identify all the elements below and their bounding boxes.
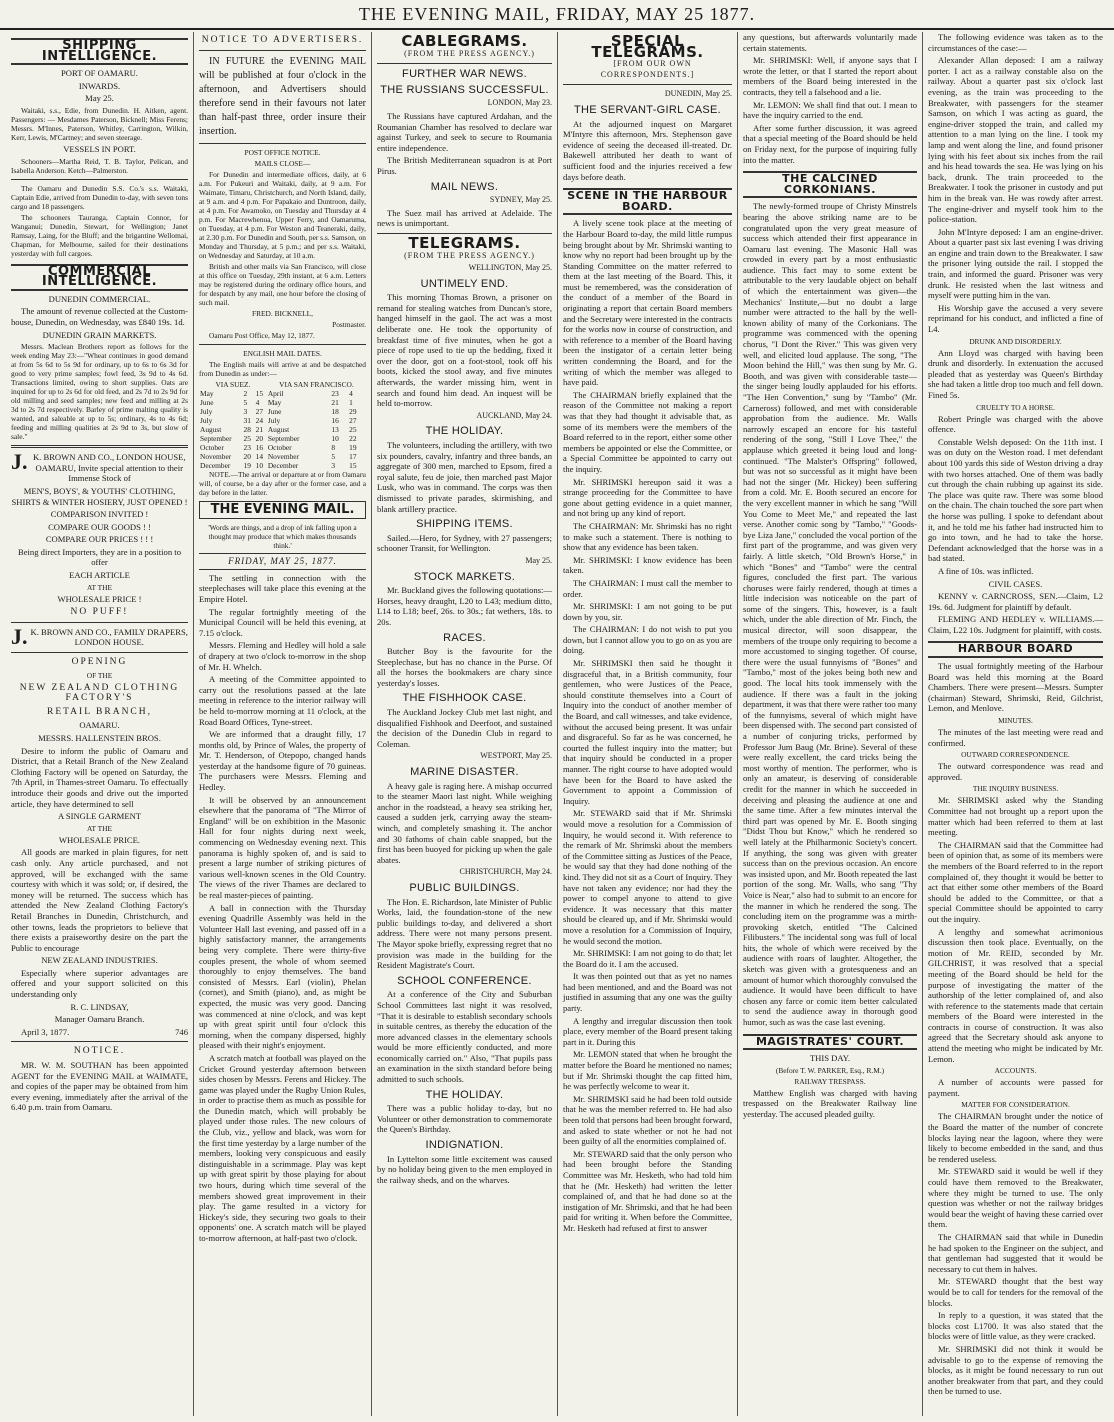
dunedin-date: DUNEDIN, May 25. [664, 89, 732, 99]
mail-cell: 20 [255, 433, 264, 443]
russians-heading: THE RUSSIANS SUCCESSFUL. [380, 83, 549, 96]
english-case: Matthew English was charged with having trespassed on the Breakwater Railway line yesterday. The accused pleaded guilty. [743, 1087, 917, 1119]
harbour-para: A lengthy and irregular discussion then took place, every member of the Board present taking part in it. During this [563, 1015, 732, 1047]
lindsay: R. C. LINDSAY, [70, 1001, 129, 1012]
corkonians-text: The newly-formed troupe of Christy Minstrels bearing the above striking name are to be congratulated upon the very great measure of success which attended their first appearance in Oamaru last evening. The Masonic Hall was crowded in every part by a most enthusiastic audience. This fact may to some extent be attributable to the very laudable object on behalf of which the entertainment was given—the Mechanics' Institute,—but no doubt a large number were attracted to the hall by the well-known ability of many of the Corkonians. The programme was commenced with the opening chorus, "I Dont the River." This was given very well, and elicited loud applause. The song, "The Moon behind the Hill," was then sung by Mr. G. Booth, and was given with considerable taste—the singer being loudly applauded for his efforts. "The Hen Convention," sung by "Tambo" (Mr. Carneross) followed, and met with considerable approbation from the audience. Mr. Walls narrowly escaped an encore for his tasteful rendering of the song, "Still I Love Thee," the applause which greeted it being loud and long-continued. "The Malster's Offspring" followed, but was not so successful as it might have been had not the singer (Mr. Hickey) been suffering from a cold. Mr. E. Booth secured an encore for the very excellent manner in which he sang "Will You Come to Meet Me," and repeated the last verse. Another comic song by "Tambo," "Goods-bye Liza Jane," concluded the vocal portion of the first part of the programme, and was given very fairly. A little sketch, "Old Brown's Horse," in which "Bones" and "Tambo" were the central figures, concluded the first part. The various choruses were fairly rendered, though at times a little indecision was noticeable on the part of some of the singers. This, however, is a fault which, under the able direction of Mr. Finch, the musical director, will soon disappear, the members of the troupe only requiring to become a more accustomed to singing together. Of course, there were the usual funnyisms of "Bones" and "Tambo," most of the jokes being both new and good. The local hits took immensely with the audience. If there was a fault in the joking department, it was that there were rather too many of the funnyisms, several of which might have been dispensed with. The second part consisted of a number of conjuring tricks, performed by Professor Jum Baug (Mr. Brine). Several of these were really excellent, the card tricks being the most worthy of mention. The performer, who is only an amateur, is deserving of considerable credit for the manner in which he succeeded in deceiving and pleasing the audience at one and the same time. After a few minutes interval the third part was opened by Mr. E. Booth singing "Didst Thou but Know," which he rendered so well lately at the Philharmonic Society's concert. If anything, the song was given with greater success than on the previous occasion. An encore was insisted upon, and Mr. Booth repeated the last portion of the song. Mr. Walls, who sang "Thy Voice is Near," also had to submit to an encore for the manner in which he rendered the song. The concluding item on the programme was a mirth-provoking sketch, entitled "The Calcined Filibusters." The incidental song was full of local hits, the whole of which were received by the audience with roars of laughter. Altogether, the sketch was given with a grotesqueness and an amount of humor which thoroughly convulsed the audience. It would have been difficult to have chosen any farce or comic item better calculated to send the audience away in thorough good humor, such as was the case last evening. [743, 201, 917, 1028]
civil-heading: CIVIL CASES. [988, 578, 1043, 589]
local-para: Messrs. Fleming and Hedley will hold a sale of drapery at two o'clock to-morrow in the shop of Mr. H. Whelch. [199, 640, 366, 672]
inquiry-heading: THE INQUIRY BUSINESS. [972, 784, 1059, 794]
mail-cell: 16 [255, 442, 264, 452]
mail-cell: July [200, 415, 213, 425]
vessels-text: Schooners—Martha Reid, T. B. Taylor, Pelican, and Isabella Anderson. Ketch—Palmerston. [11, 156, 188, 175]
mail-cell: 24 [255, 415, 264, 425]
court-para: The following evidence was taken as to the circumstances of the case:— [928, 32, 1103, 53]
mail-cell: 28 [243, 424, 251, 434]
magistrates-title: MAGISTRATES' COURT. [755, 1034, 905, 1048]
public-heading: PUBLIC BUILDINGS. [409, 881, 520, 894]
mail-cell: 13 [331, 424, 339, 434]
cruelty-heading: CRUELTY TO A HORSE. [976, 402, 1055, 412]
mail-cell: 29 [349, 406, 357, 416]
christchurch-date: CHRISTCHURCH, May 24. [459, 867, 552, 877]
mail-row [199, 452, 366, 461]
inquiry-para: The CHAIRMAN said that the Committee had been of opinion that, as some of its members were the members of the Board referred to in the report complained of, they thought it would be better to act that either some other members of the Board should be added to the Committee, or that a special Committee should be appointed to carry out the inquiry. [928, 839, 1103, 924]
local-para: A meeting of the Committee appointed to carry out the resolutions passed at the late meeting in reference to the interior railway will be held to-morrow morning at 11 o'clock, at the Road Board Offices, Tyne-street. [199, 674, 366, 727]
post-notice-title: POST OFFICE NOTICE. [244, 147, 321, 157]
squadron-text: The British Mediterranean squadron is at Port Pirus. [377, 155, 552, 176]
advertisers-text: IN FUTURE the EVENING MAIL will be published at four o'clock in the afternoon, and Advertisers should therefore send in their favours not later than half-past three, order insure their insertion. [199, 55, 366, 137]
divider [377, 63, 552, 64]
mail-cell: 25 [243, 433, 251, 443]
cruelty-para: Robert Pringle was charged with the above offence. [928, 413, 1103, 435]
issue-date: FRIDAY, MAY 25, 1877. [199, 553, 366, 570]
minutes-heading: MINUTES. [998, 716, 1033, 726]
civil-text: FLEMING AND HEDLEY v. WILLIAMS.—Claim, L22 10s. Judgment for plaintiff, with costs. [928, 614, 1103, 635]
of-the: OF THE [86, 670, 113, 680]
mail-row [199, 461, 366, 470]
corkonians-title: THE CALCINED CORKONIANS. [782, 172, 878, 196]
harbour-para: Mr. STEWARD said that if Mr. Shrimski would move a resolution for a Commission of Inquiry, he would second it. With reference to the remark of Mr. Shrimski about the members of the Committee sitting as Justices of the Peace, he would say that they had done nothing of the kind. They did not sit as a Court of Inquiry. They have not taken any evidence; nor had they the power to compel anyone to attend to give evidence. It was necessary that this matter should be cleared up, and if Mr. Shrimski would move a resolution for a Commission of Inquiry, he would second the motion. [563, 808, 732, 946]
marine-text: A heavy gale is raging here. A mishap occurred to the steamer Maori last night. While weighing anchor in the roadstead, a heavy sea striking her, caused a sudden jerk, carrying away the steam-winch, and completely smashing it. The anchor and 30 fathoms of chain cable snapped, but the first has been buoyed for picking up when the gale abates. [377, 780, 552, 865]
mail-cell: 15 [349, 460, 357, 470]
column-4 [558, 32, 738, 1416]
special-telegrams-source: [FROM OUR OWN CORRESPONDENTS.] [600, 59, 695, 79]
school-text: At a conference of the City and Suburban School Committees last night it was resolved, "That it is desirable to establish secondary schools in suitable centres, as thereby the education of the more advanced classes in the elementary schools would be more efficiently conducted, and more economically carried on." Also, "That pupils pass an examination in the sixth standard before being admitted to such schools. [377, 989, 552, 1085]
minutes-text: The minutes of the last meeting were read and confirmed. [928, 727, 1103, 748]
divider [11, 179, 188, 180]
mail-cell: 31 [243, 415, 251, 425]
mail-news-heading: MAIL NEWS. [430, 180, 499, 193]
fishhook-heading: THE FISHHOOK CASE. [402, 692, 527, 705]
auckland-date: AUCKLAND, May 24. [476, 410, 552, 420]
westport-date: WESTPORT, May 25. [480, 751, 552, 761]
inwards-text: Waitaki, s.s., Edie, from Dunedin. H. Aitken, agent. Passengers: — Mesdames Paterson, Bicknell; Miss Ferens; Messrs. M'Innes, Paterson, Whitley, Carrington, Wilkin, Kerr, Lewis, M'Cartney; and seven steerage. [11, 105, 188, 142]
cablegrams-source: (FROM THE PRESS AGENCY.) [404, 48, 535, 58]
divider [199, 50, 366, 51]
mail-cell: May [200, 388, 214, 398]
mail-cell: 3 [331, 460, 336, 470]
holiday2-heading: THE HOLIDAY. [425, 1088, 504, 1101]
mail-cell: 20 [243, 451, 251, 461]
mail-row [199, 434, 366, 443]
harbour-continued: any questions, but afterwards voluntarily made certain statements. [743, 32, 917, 53]
mail-cell: 14 [255, 451, 264, 461]
mail-row [199, 407, 366, 416]
mail-cell: June [267, 406, 282, 416]
harbour-para: Mr. LEMON stated that when he brought the matter before the Board he mentioned no names; but if Mr. Shrimski thought the cap fitted him, he was perfectly welcome to wear it. [563, 1049, 732, 1092]
vessels-heading: VESSELS IN PORT. [63, 143, 136, 154]
comparison-line: COMPARE OUR GOODS ! ! [48, 521, 151, 532]
hallenstein-heading: MESSRS. HALLENSTEIN BROS. [38, 733, 161, 743]
war-text: The Russians have captured Ardahan, and the Roumanian Chamber has resolved to declare war against Turkey, and seek to secure to Roumania entire independence. [377, 110, 552, 153]
before-magistrate: (Before T. W. PARKER, Esq., R.M.) [775, 1065, 885, 1075]
shipping-items-text: Sailed.—Hero, for Sydney, with 27 passengers; schooner Transit, for Wellington. [377, 532, 552, 554]
mail-cell: 27 [255, 406, 264, 416]
mails-text: For Dunedin and intermediate offices, daily, at 6 a.m. For Pukeuri and Waitaki, daily, at 9 a.m. For Waimate, Timaru, Christchurch, and North Island, daily, at 9 a.m. and 4 p.m. For Papakaio and Duntroon, daily, at 4 p.m. For Awamoko, on Tuesday and Thursday at 4 p.m. For Macrewhenua, Upper Ferry, and Oamaruma, on Tuesday, at 4 p.m. For Weston and Teaneraki, daily, at 2.30 p.m. For Dunedin and South, per s.s. Samson, on Monday and Thursday, at 5 p.m.; and per s.s. Waitaki, on Wednesday and Saturday, at 10 a.m. [199, 169, 366, 260]
brown-ad-text: K. BROWN AND CO., LONDON HOUSE, OAMARU, Invite special attention to their Immense Stock of [32, 452, 186, 484]
notice-heading: NOTICE. [73, 1046, 126, 1057]
mail-cell: 10 [331, 433, 339, 443]
wholesale-price: WHOLESALE PRICE. [58, 834, 141, 845]
sanfran-text: British and other mails via San Francisco, will close at this office on Tuesday, 29th instant, at 6 a.m. Letters may be registered during the ordinary office hours, and for despatch by any mail, one hour before the closing of such mail. [199, 261, 366, 307]
harbour-scene-header [563, 188, 732, 215]
mail-cell: November [267, 451, 300, 461]
mail-cell: November [200, 451, 232, 461]
postmaster: Postmaster. [332, 319, 366, 329]
drunk-text: Ann Lloyd was charged with having been drunk and disorderly. In extenuation the accused pleaded that as yesterday was Queen's Birthday she had taken a little drop too much and fell down. Fined 5s. [928, 347, 1103, 400]
grain-heading: DUNEDIN GRAIN MARKETS. [42, 329, 157, 340]
mail-cell: 8 [331, 442, 336, 452]
matter-para: Mr. STEWARD thought that the best way would be to call for tenders for the removal of the blocks. [928, 1276, 1103, 1308]
brown-family-drapers: K. BROWN AND CO., FAMILY DRAPERS, LONDON HOUSE. [30, 626, 188, 648]
evening-mail-quote: 'Words are things, and a drop of ink falling upon a thought may produce that which makes thousands think.' [208, 523, 357, 551]
mail-cell: June [200, 397, 214, 407]
mail-cell: October [267, 442, 292, 452]
mail-cell: 1 [349, 397, 353, 407]
at-the: AT THE [87, 823, 112, 833]
untimely-text: This morning Thomas Brown, a prisoner on remand for stealing watches from Duncan's store, hanged himself in the gaol. The act was a most deliberate one. He took the opportunity of breakfast time of five minutes, when he got a piece of rope used to tie up the bedding, fixed it over the door, got on a foot-stool, took off his boots, kicked the stool away, and five minutes afterwards, the warder missing him, went in search and found him dead. An inquest will be held to-morrow. [377, 292, 552, 409]
mail-cell: August [267, 424, 290, 434]
matter-para: Mr. STEWARD said it would be well if they could have them removed to the Breakwater, where they might be turned to use. The only question was whether or not the railway bridges would bear the weight of having these carried over them. [928, 1166, 1103, 1230]
cruelty-para: Constable Welsh deposed: On the 11th inst. I was on duty on the Weston road. I met defendant about 100 yards this side of Weston driving a dray with two horses attached. One of them was badly cut through the chain rubbing up against its side. The place was quite raw. There was some blood on the chain. The chain touched the sore part when the horse was pulling. I spoke to defendant about it, and he told me his father had instructed him to go into town, and he had to take the horse. Defendant acknowledged that the horse was in a bad stated. [928, 436, 1103, 564]
hallenstein-advertisement [11, 657, 188, 1037]
magistrates-header [743, 1034, 917, 1051]
mail-cell: 17 [349, 451, 357, 461]
hallenstein-text: Desire to inform the public of Oamaru and District, that a Retail Branch of the New Zealand Clothing Factory will be opened on Saturday, the 7th April, in Thames-street Oamaru. To effectually introduce their goods and drive out the imported article, they have determined to sell [11, 745, 188, 809]
southan-notice: MR. W. M. SOUTHAN has been appointed AGENT for the EVENING MAIL at WAIMATE, and copies of the paper may be obtained from him every evening, immediately after the arrival of the 6.40 p.m. train from Oamaru. [11, 1060, 188, 1113]
public-text: The Hon. E. Richardson, late Minister of Public Works, laid, the foundation-stone of the new public buildings to-day, and delivered a short address. There were not many persons present. The Mayor spoke briefly, expressing regret that no provision was made in the building for the Resident Magistrate's Court. [377, 896, 552, 971]
mail-cell: September [200, 433, 232, 443]
inquiry-para: A lengthy and somewhat acrimonious discussion then took place. Eventually, on the motion of Mr. REID, seconded by Mr. GILCHRIST, it was resolved that a special meeting of the Board should be held for the purpose of investigating the matter of the authorship of the letter complained of, and also with reference to the statements made that certain members of the Board were interested in the contracts in course of construction. It was also agreed that the Secretary should ask anyone to attend the meeting who might be indicated by Mr. Lemon. [928, 926, 1103, 1064]
accounts-text: A number of accounts were passed for payment. [928, 1077, 1103, 1098]
races-heading: RACES. [443, 631, 486, 644]
local-para: The settling in connection with the steeplechases will take place this evening at the Empire Hotel. [199, 572, 366, 604]
marine-heading: MARINE DISASTER. [410, 766, 519, 779]
column-6 [923, 32, 1108, 1416]
columns [6, 32, 1108, 1416]
mail-row [199, 443, 366, 452]
local-para: A ball in connection with the Thursday evening Quadrille Assembly was held in the Volunteer Hall last evening, and passed off in a highly satisfactory manner, the arrangements being very complete. There were thirty-five couples present, the whole of whom seemed thoroughly to enjoy themselves. The band consisted of Messrs. Earl (violin), Phelan (cornet), and Smith (piano), and, as might be expected, the music was very good. Dancing was commenced at nine o'clock, and was kept up with great spirit until four o'clock this morning, when the company dispersed, highly pleased with their night's enjoyment. [199, 902, 366, 1051]
mail-cell: July [200, 406, 213, 416]
no-puff: NO PUFF! [70, 607, 129, 618]
via-sf-header: VIA SAN FRANCISCO. [279, 379, 354, 389]
shipping-paragraph: The Oamaru and Dunedin S.S. Co.'s s.s. Waitaki, Captain Edie, arrived from Dunedin to-day, with seven tons cargo and 18 passengers. [11, 183, 188, 211]
harbour-board-title: HARBOUR BOARD [957, 642, 1074, 656]
servant-heading: THE SERVANT-GIRL CASE. [574, 103, 721, 116]
commercial-section-header [11, 264, 188, 291]
harbour-para: Mr. SHRIMSKI: I am not going to do that; let the Board do it. I am the accused. [563, 948, 732, 969]
shipping-section-header [11, 38, 188, 65]
mail-cell: 4 [349, 388, 353, 398]
servant-text: At the adjourned inquest on Margaret M'Intyre this afternoon, Mrs. Stephenson gave evidence of seeing the deceased ill-treated. Dr. Bakewell attributed her death to want of sufficient food and the injuries received a few days before death. [563, 118, 732, 182]
harbour-para: Mr. SHRIMSKI then said he thought it disgraceful that, in a British community, four gentlemen, who were Justices of the Peace, should constitute themselves into a Court of Inquiry into the conduct of another member of the Board, and call witnesses, and take evidence, without the accused being present. It was unfair and disgraceful. So far as he was concerned, he courted the fullest inquiry into the matter; but that inquiry should be conducted in a proper manner. The right course to have adopted would have been for the Board to have asked the Government to appoint a Commission of Inquiry. [563, 658, 732, 806]
drop-letter: J. [11, 449, 28, 475]
indignation-heading: INDIGNATION. [425, 1139, 504, 1152]
mail-cell: December [200, 460, 231, 470]
inwards-date: May 25. [85, 93, 114, 104]
races-text: Butcher Boy is the favourite for the Steeplechase, but has no chance in the Purse. Of all the horses the bookmakers are chary since yesterday's losses. [377, 646, 552, 688]
harbour-para: A lively scene took place at the meeting of the Harbour Board to-day, the mild little rumpus being brought about by Mr. Shrimski wanting to know why no report had been brought up by the Standing Committee on the matter referred to them at the last meeting of the Board. This, it must be remembered, was the consideration of the conduct of a member of the Board in originating a report that certain Board members and the Secretary were interested in the contracts for the works now in course of construction, and with reference to a member of the Board having been the instigator of a certain letter being written condemning the Board, and for the writing of which the member was alleged to have paid. [563, 218, 732, 388]
single-garment: A SINGLE GARMENT [57, 811, 142, 822]
divider [11, 622, 188, 623]
mail-dates-table [199, 380, 366, 470]
mail-cell: 3 [243, 406, 248, 416]
london-date: LONDON, May 23. [487, 98, 552, 108]
mail-row [199, 425, 366, 434]
nz-clothing: NEW ZEALAND CLOTHING FACTORY'S [19, 682, 180, 704]
stock-heading: STOCK MARKETS. [413, 570, 516, 583]
telegrams-source: (FROM THE PRESS AGENCY.) [404, 250, 535, 260]
cablegrams-title: CABLEGRAMS. [401, 32, 528, 50]
harbour-para: Mr. SHRIMSKI: I am not going to be put down by you, sir. [563, 601, 732, 622]
fishhook-text: The Auckland Jockey Club met last night, and disqualified Fishhook and Deerfoot, and sustained the decision of the Dunedin Club in regard to Coleman. [377, 707, 552, 749]
mail-cell: 4 [255, 397, 260, 407]
april-date: April 3, 1877. 746 [21, 1026, 188, 1037]
goods-text: All goods are marked in plain figures, for nett cash only. Any article purchased, and not approved, will be exchanged with the same courtesy with which it was sold; or, if desired, the money will be returned. The success which has attended the New Zealand Clothing Factory's Retail Branches in Dunedin, Christchurch, and other towns, leads the proprietors to believe that there exists a praiseworthy desire on the part the Public to encourage [11, 847, 188, 953]
mail-cell: October [200, 442, 224, 452]
column-3 [372, 32, 558, 1416]
local-para: The regular fortnightly meeting of the Municipal Council will be held this evening, at 7.15 o'clock. [199, 606, 366, 638]
importers-text: Being direct Importers, they are in a position to offer [17, 546, 181, 568]
mail-cell: 19 [349, 442, 357, 452]
matter-para: The CHAIRMAN brought under the notice of the Board the matter of the number of concrete blocks laying near the lagoon, where they were likely to become embedded in the sand, and thus be rendered useless. [928, 1111, 1103, 1164]
inquiry-para: Mr. SHRIMSKI asked why the Standing Committee had not brought up a report upon the matter which had been referred to them at last meeting. [928, 795, 1103, 838]
port-heading: PORT OF OAMARU. [61, 68, 138, 79]
mail-row [199, 398, 366, 407]
each-article: EACH ARTICLE [69, 570, 130, 581]
harbour-para: Mr. SHRIMSKI: I know evidence has been taken. [563, 554, 732, 576]
may25-date: May 25. [525, 555, 552, 565]
po-date: Oamaru Post Office, May 12, 1877. [209, 330, 315, 340]
column-2 [194, 32, 372, 1416]
shipping-paragraph: The schooners Tauranga, Captain Connor, for Wanganui; Dunedin, Stewart, for Wellington; Janet Ramsay, Laing, for the Bluff; and the brigantine Wellomai, Chapman, for Melbourne, sailed for their destinations yesterday with full cargoes. [11, 212, 188, 258]
harbour-continued: Mr. SHRIMSKI: Well, if anyone says that I wrote the letter, or that I started the report about members of the Board being interested in the contracts, they tell a falsehood and a lie. [743, 55, 917, 97]
dunedin-commercial-heading: DUNEDIN COMMERCIAL. [48, 293, 151, 304]
commercial-title: COMMERCIAL INTELLIGENCE. [41, 263, 158, 290]
holiday-heading: THE HOLIDAY. [425, 425, 504, 438]
nz-industries: NEW ZEALAND INDUSTRIES. [41, 955, 158, 966]
holiday-text: The volunteers, including the artillery, with two six pounders, cavalry, infantry and three bands, an aggregate of 300 men, marched to Epsom, fired a royal salute, feu de joie, then marched past Major Lusk, who was in command. The corps was then dismissed to private parades, skirmishing, and blank artillery practice. [377, 440, 552, 514]
divider [199, 143, 366, 144]
outward-text: The outward correspondence was read and approved. [928, 761, 1103, 782]
mail-cell: August [200, 424, 222, 434]
harbour-para: It was then pointed out that as yet no names had been mentioned, and and the Board was not justified in assuming that any one was the guilty party. [563, 971, 732, 1014]
accounts-heading: ACCOUNTS. [994, 1066, 1037, 1076]
mail-dates-body [199, 389, 366, 470]
matter-para: In reply to a question, it was stated that the blocks cost L1700. It was also stated that the blocks were of little value, as they were cracked. [928, 1310, 1103, 1342]
wholesale-price: WHOLESALE PRICE ! [57, 593, 142, 604]
via-suez-header: VIA SUEZ. [215, 379, 251, 389]
harbour-continued: After some further discussion, it was agreed that a special meeting of the Board should be held on Friday next, for the purpose of inquiring fully into the matter. [743, 122, 917, 165]
civil-text: KENNY v. CARNCROSS, SEN.—Claim, L2 19s. 6d. Judgment for plaintiff by default. [928, 591, 1103, 612]
harbour-para: The CHAIRMAN briefly explained that the reason of the Committee not making a report was that they had thought it advisable that, as some of its members were the members of the Board referred to in the report, either some other members be appointed or else the Committee, or a Special Committee be appointed to carry out the inquiry. [563, 389, 732, 474]
matter-para: Mr. SHRIMSKI did not think it would be advisable to go to the expense of removing the blocks, as it might be found necessary to run out another breakwater from that part, and they could then be turned to use. [928, 1343, 1103, 1397]
divider [11, 652, 188, 653]
at-the: AT THE [87, 582, 112, 592]
mail-note: NOTE.—The arrival or departure at or from Oamaru will, of course, be a day after or the former case, and a day before in the latter. [199, 469, 366, 497]
mail-cell: 19 [243, 460, 251, 470]
mail-cell: May [267, 397, 282, 407]
indignation-text: In Lyttelton some little excitement was caused by no holiday being given to the men employed in the railway sheds, and on the wharves. [377, 1153, 552, 1185]
opening: OPENING [71, 657, 128, 668]
mail-cell: December [267, 460, 299, 470]
harbour-para: Mr. SHRIMSKI said he had been told outside that he was the member referred to. He had also been told that persons had been brought forward, and asked to state whether or not he had not been guilty of all the enormities complained of. [563, 1093, 732, 1147]
shipping-items-heading: SHIPPING ITEMS. [416, 518, 513, 531]
divider [11, 1041, 188, 1042]
mail-row [199, 416, 366, 425]
court-para: Alexander Allan deposed: I am a railway porter. I act as a railway constable also on the railway. About a quarter past six o'clock last evening, as the train was proceeding to the Breakwater, with passengers for the steamer Samson, on which I was acting as guard, the engine-driver stopped the train, and called my attention to a man lying on the line. I took my lamp and went along the line, and found prisoner lying with his feet about six inches from the rail and his head towards the sea. He was lying on his back, drunk. The train proceeded to the Breakwater. I took the prisoner in custody and put him in the break van. He was rowdy after arrest. The engine-driver and myself took him to the police-station. [928, 55, 1103, 225]
retail-branch: RETAIL BRANCH, [47, 706, 152, 717]
war-news-heading: FURTHER WAR NEWS. [402, 68, 527, 81]
mail-cell: 5 [243, 397, 248, 407]
evening-mail-title: THE EVENING MAIL. [199, 501, 366, 520]
outward-heading: OUTWARD CORRESPONDENCE. [961, 750, 1070, 760]
masthead: THE EVENING MAIL, FRIDAY, MAY 25 1877. [0, 0, 1114, 30]
english-mail-title: ENGLISH MAIL DATES. [243, 348, 322, 358]
court-para: John M'Intyre deposed: I am an engine-driver. About a quarter past six last evening I was driving an engine and train down to the Breakwater. I saw the prisoner lying outside the rail. I stopped the train, and informed the guard. Prisoner was very drunk. He resisted when the last witness and myself were putting him in the van. [928, 226, 1103, 301]
column-1 [6, 32, 194, 1416]
mail-cell: September [267, 433, 300, 443]
brown-ad-stock: MEN'S, BOYS', & YOUTHS' CLOTHING, SHIRTS & WINTER HOSIERY, JUST OPENED ! [11, 485, 188, 507]
harbour-para: The CHAIRMAN: I do not wish to put you down, but I cannot allow you to go on as you are doing. [563, 624, 732, 656]
harbour-continued: Mr. LEMON: We shall find that out. I mean to have the inquiry carried to the end. [743, 99, 917, 121]
drunk-heading: DRUNK AND DISORDERLY. [969, 336, 1062, 346]
divider [199, 344, 366, 345]
school-heading: SCHOOL CONFERENCE. [397, 974, 532, 987]
harbour-board-header [928, 641, 1103, 658]
wellington-date: WELLINGTON, May 25. [468, 263, 552, 273]
suez-text: The Suez mail has arrived at Adelaide. The news is unimportant. [377, 207, 552, 229]
commercial-text: The amount of revenue collected at the Custom-house, Dunedin, on Wednesday, was £840 19s. 1d. [11, 306, 188, 327]
mail-cell: 10 [255, 460, 264, 470]
mail-cell: 23 [331, 388, 339, 398]
mail-cell: July [267, 415, 281, 425]
inwards-heading: INWARDS. [78, 80, 121, 91]
mail-cell: 25 [349, 424, 357, 434]
harbour-scene-title: SCENE IN THE HARBOUR BOARD. [567, 189, 728, 213]
column-5 [738, 32, 923, 1416]
bicknell: FRED. BICKNELL, [252, 308, 313, 318]
mail-cell: 16 [331, 415, 339, 425]
drop-letter: J. [11, 623, 28, 649]
mails-close: MAILS CLOSE— [254, 158, 311, 168]
shipping-title: SHIPPING INTELLIGENCE. [41, 38, 158, 64]
mail-cell: 23 [243, 442, 251, 452]
mail-cell: 2 [243, 388, 248, 398]
harbour-para: The CHAIRMAN: Mr. Shrimski has no right to make such a statement. There is nothing to show that any evidence has been taken. [563, 520, 732, 553]
local-para: We are informed that a draught filly, 17 months old, by Prince of Wales, the property of Mr. T. Henderson, of Otepopo, changed hands yesterday at the handsome figure of 70 guineas. The purchasers were Messrs. Fleming and Hedley. [199, 729, 366, 793]
advertisers-title: NOTICE TO ADVERTISERS. [201, 35, 364, 45]
mail-cell: 27 [349, 415, 357, 425]
cruelty-para: A fine of 10s. was inflicted. [938, 565, 1034, 576]
this-day: THIS DAY. [809, 1053, 851, 1064]
telegrams-title: TELEGRAMS. [408, 233, 521, 252]
stock-text: Mr. Buckland gives the following quotations:—Horses, heavy draught, L20 to L43; medium ditto, L14 to L18; beef, 26s. to 30s.; fat wethers, 18s. to 20s. [377, 585, 552, 627]
sydney-date: SYDNEY, May 25. [489, 195, 552, 205]
mail-cell: April [267, 388, 284, 398]
support-text: Especially where superior advantages are offered and your support solicited on this understanding only [11, 967, 188, 1000]
harbour-para: Mr. STEWARD said that the only person who had been brought before the Standing Committee was Mr. Hesketh, who had told him that he (Mr. Hesketh) had written the letter complained of, and that he had done so at the instigation of Mr. Shrimski, and that he had been paid for writing it. When before the Committee, Mr. Hesketh had refused at first to answer [563, 1148, 732, 1233]
court-para: His Worship gave the accused a very severe reprimand for his conduct, and inflicted a fine of L4. [928, 302, 1103, 335]
holiday2-text: There was a public holiday to-day, but no Volunteer or other demonstration to commemorate the Queen's Birthday. [377, 1103, 552, 1135]
matter-heading: MATTER FOR CONSIDERATION. [961, 1100, 1070, 1110]
grain-text: Messrs. Maclean Brothers report as follows for the week ending May 23:—"Wheat continues in good demand at from 5s 6d to 5s 9d for ordinary, up to 6s to 6s 3d for good to very prime samples; fowl feed, 3s 9d to 4s 6d. Transactions limited, owing to short supplies. Oats are inquired for up to 2s 6d for old feed, and 2s 7d to 2s 9d for old milling and seed samples; new feed and milling at 2s 3d to 2s 7d respectively. Barley of prime malting quality is wanted, and saleable at up to 5s; ordinary, 4s to 4s 6d; feeding and milling qualities at 2s 9d to 3s, but slow of sale." [11, 342, 188, 442]
special-telegrams-title: SPECIAL TELEGRAMS. [591, 32, 704, 61]
divider [563, 84, 732, 85]
brown-advertisement [11, 449, 188, 649]
untimely-heading: UNTIMELY END. [420, 277, 509, 290]
comparison-line: COMPARE OUR PRICES ! ! ! [45, 534, 154, 545]
harbour-para: Mr. SHRIMSKI hereupon said it was a strange proceeding for the Committee to have gone about getting evidence in a quiet manner, and not bring up any kind of report. [563, 476, 732, 519]
corkonians-header [743, 171, 917, 198]
oamaru: OAMARU. [79, 720, 120, 731]
harbour-text: The usual fortnightly meeting of the Harbour Board was held this morning at the Board Chambers. There were present—Messrs. Sumpter (chairman) Steward, Shrimski, Reid, Gilchrist, Lemon, and Menlove. [928, 661, 1103, 714]
mail-cell: 5 [331, 451, 336, 461]
mail-cell: 18 [331, 406, 339, 416]
local-para: A scratch match at football was played on the Cricket Ground yesterday afternoon between sides chosen by Messrs. Ferens and Hickey. The game was played under the Rugby Union Rules, in order to practise them as much as possible for the Dunedin match, which will probably be played under those rules. The new colours of the Club, viz., yellow and black, was worn for the first time yesterday by a large number of the members, looking very conspicuous and easily distinguishable in a scrimmage. Play was kept up with great spirit by those playing for about two hours, during which time several of the members showed great improvement in their play. The game resulted in a victory for Hickey's side, they securing two goals to their opponents' one. A scratch match will be played to-morrow afternoon, at half-past two o'clock. [199, 1052, 366, 1243]
mail-cell: 15 [255, 388, 264, 398]
divider [11, 445, 188, 448]
mail-cell: 22 [349, 433, 357, 443]
manager: Manager Oamaru Branch. [54, 1014, 145, 1025]
matter-para: The CHAIRMAN said that while in Dunedin he had spoken to the Engineer on the subject, and that gentleman had suggested that it would be necessary to cut them in halves. [928, 1231, 1103, 1274]
local-para: It will be observed by an announcement elsewhere that the panorama of "The Mirror of England" will be on exhibition in the Masonic Hall for four nights during next week, commencing on Wednesday evening next. This panorama is highly spoken of, and is said to present a large number of striking pictures of various well-known scenes in the Old Country. The views of the river Thames are declared to be real master-pieces of painting. [199, 794, 366, 900]
railway-trespass: RAILWAY TRESPASS. [794, 1076, 866, 1086]
english-mail-text: The English mails will arrive at and be despatched from Dunedin as under:— [199, 359, 366, 378]
harbour-para: The CHAIRMAN: I must call the member to order. [563, 577, 732, 599]
mail-cell: 21 [255, 424, 264, 434]
mail-cell: 21 [331, 397, 339, 407]
mail-row [199, 389, 366, 398]
comparison-line: COMPARISON INVITED ! [50, 509, 149, 520]
